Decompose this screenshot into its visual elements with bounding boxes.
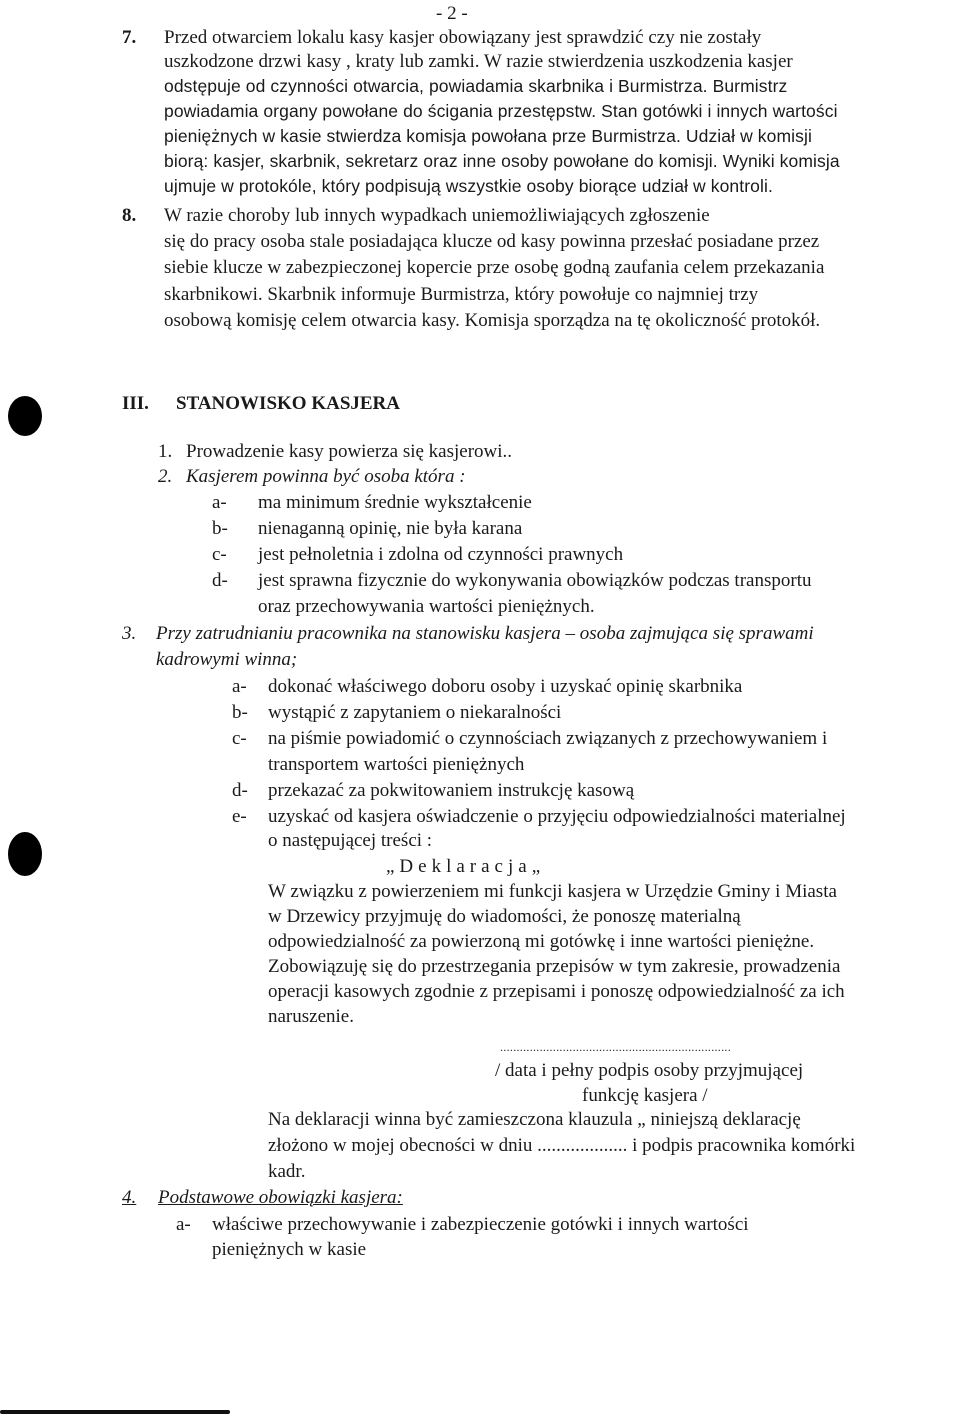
declaration-note-1: Na deklaracji winna być zamieszczona klauzula „ niniejszą deklarację	[268, 1109, 801, 1130]
declaration-line-6: naruszenie.	[268, 1006, 354, 1027]
item-3-point-a-text: dokonać właściwego doboru osoby i uzyskać opinię skarbnika	[268, 676, 743, 697]
section-8-line-2: się do pracy osoba stale posiadająca klucze od kasy powinna przesłać posiadane przez	[164, 231, 820, 252]
section-7-line-3: odstępuje od czynności otwarcia, powiadamia skarbnika i Burmistrza. Burmistrz	[164, 76, 788, 96]
punch-hole-top	[8, 396, 42, 436]
item-1-number: 1.	[158, 441, 173, 462]
signature-dots: ......................................................................	[500, 1040, 731, 1054]
section-7-line-1: Przed otwarciem lokalu kasy kasjer obowiązany jest sprawdzić czy nie zostały	[164, 27, 762, 48]
item-3-point-d-text: przekazać za pokwitowaniem instrukcję kasową	[268, 780, 635, 801]
item-4-point-a-cont: pieniężnych w kasie	[212, 1239, 367, 1260]
section-8-line-4: skarbnikowi. Skarbnik informuje Burmistrza, który powołuje co najmniej trzy	[164, 284, 759, 305]
item-2-point-c-letter: c-	[212, 544, 227, 565]
section-8-line-1: W razie choroby lub innych wypadkach uniemożliwiających zgłoszenie	[164, 205, 710, 226]
item-3-text-2: kadrowymi winna;	[156, 649, 298, 670]
item-2-point-b-text: nienaganną opinię, nie była karana	[258, 518, 523, 539]
item-3-point-d-letter: d-	[232, 780, 248, 801]
punch-hole-bottom	[8, 832, 42, 876]
item-2-point-a-letter: a-	[212, 492, 227, 513]
page-number: - 2 -	[436, 3, 468, 24]
item-2-point-d-letter: d-	[212, 570, 228, 591]
signature-caption-2: funkcję kasjera /	[582, 1085, 708, 1106]
section-7-line-4: powiadamia organy powołane do ścigania przestępstw. Stan gotówki i innych wartości	[164, 101, 838, 121]
item-3-point-e-cont: o następującej treści :	[268, 830, 433, 851]
item-2-point-d-text: jest sprawna fizycznie do wykonywania obowiązków podczas transportu	[258, 570, 812, 591]
item-2-point-d-cont: oraz przechowywania wartości pieniężnych.	[258, 596, 595, 617]
declaration-heading: „Deklaracja„	[386, 856, 546, 877]
item-3-point-b-text: wystąpić z zapytaniem o niekaralności	[268, 702, 562, 723]
section-7-number: 7.	[122, 27, 137, 48]
declaration-note-3: kadr.	[268, 1161, 306, 1182]
item-2-point-a-text: ma minimum średnie wykształcenie	[258, 492, 532, 513]
section-7-line-5: pieniężnych w kasie stwierdza komisja powołana prze Burmistrza. Udział w komisji	[164, 126, 812, 146]
section-7-line-7: ujmuje w protokóle, który podpisują wszystkie osoby biorące udział w kontroli.	[164, 176, 773, 196]
item-3-point-c-letter: c-	[232, 728, 247, 749]
item-3-point-c-cont: transportem wartości pieniężnych	[268, 754, 525, 775]
declaration-line-4: Zobowiązuję się do przestrzegania przepisów w tym zakresie, prowadzenia	[268, 956, 841, 977]
item-4-text: Podstawowe obowiązki kasjera:	[158, 1187, 403, 1208]
declaration-line-5: operacji kasowych zgodnie z przepisami i ponoszę odpowiedzialność za ich	[268, 981, 845, 1002]
declaration-line-2: w Drzewicy przyjmuję do wiadomości, że ponoszę materialną	[268, 906, 741, 927]
item-3-number: 3.	[122, 623, 137, 644]
item-1-text: Prowadzenie kasy powierza się kasjerowi..	[186, 441, 513, 462]
scan-smudge-bar	[0, 1410, 230, 1414]
declaration-note-2: złożono w mojej obecności w dniu ................... i podpis pracownika komórki	[268, 1135, 856, 1156]
section-8-number: 8.	[122, 205, 137, 226]
section-7-line-2: uszkodzone drzwi kasy , kraty lub zamki. W razie stwierdzenia uszkodzenia kasjer	[164, 51, 793, 72]
item-2-point-c-text: jest pełnoletnia i zdolna od czynności prawnych	[258, 544, 624, 565]
item-3-point-e-text: uzyskać od kasjera oświadczenie o przyjęciu odpowiedzialności materialnej	[268, 806, 846, 827]
section-8-line-5: osobową komisję celem otwarcia kasy. Komisja sporządza na tę okoliczność protokół.	[164, 310, 821, 331]
item-2-point-b-letter: b-	[212, 518, 228, 539]
declaration-line-1: W związku z powierzeniem mi funkcji kasjera w Urzędzie Gminy i Miasta	[268, 881, 837, 902]
item-3-text-1: Przy zatrudnianiu pracownika na stanowisku kasjera – osoba zajmująca się sprawami	[156, 623, 814, 644]
section-8-line-3: siebie klucze w zabezpieczonej kopercie prze osobę godną zaufania celem przekazania	[164, 257, 825, 278]
signature-caption-1: / data i pełny podpis osoby przyjmującej	[495, 1060, 804, 1081]
declaration-line-3: odpowiedzialność za powierzoną mi gotówkę i inne wartości pieniężne.	[268, 931, 815, 952]
item-3-point-e-letter: e-	[232, 806, 247, 827]
item-4-point-a-letter: a-	[176, 1214, 191, 1235]
chapter-title: STANOWISKO KASJERA	[176, 393, 401, 414]
section-7-line-6: biorą: kasjer, skarbnik, sekretarz oraz inne osoby powołane do komisji. Wyniki komisja	[164, 151, 840, 171]
item-3-point-a-letter: a-	[232, 676, 247, 697]
item-4-point-a-text: właściwe przechowywanie i zabezpieczenie gotówki i innych wartości	[212, 1214, 749, 1235]
item-3-point-b-letter: b-	[232, 702, 248, 723]
chapter-numeral: III.	[122, 393, 149, 414]
item-3-point-c-text: na piśmie powiadomić o czynnościach związanych z przechowywaniem i	[268, 728, 828, 749]
item-4-number: 4.	[122, 1187, 137, 1208]
item-2-text: Kasjerem powinna być osoba która :	[186, 466, 466, 487]
item-2-number: 2.	[158, 466, 173, 487]
